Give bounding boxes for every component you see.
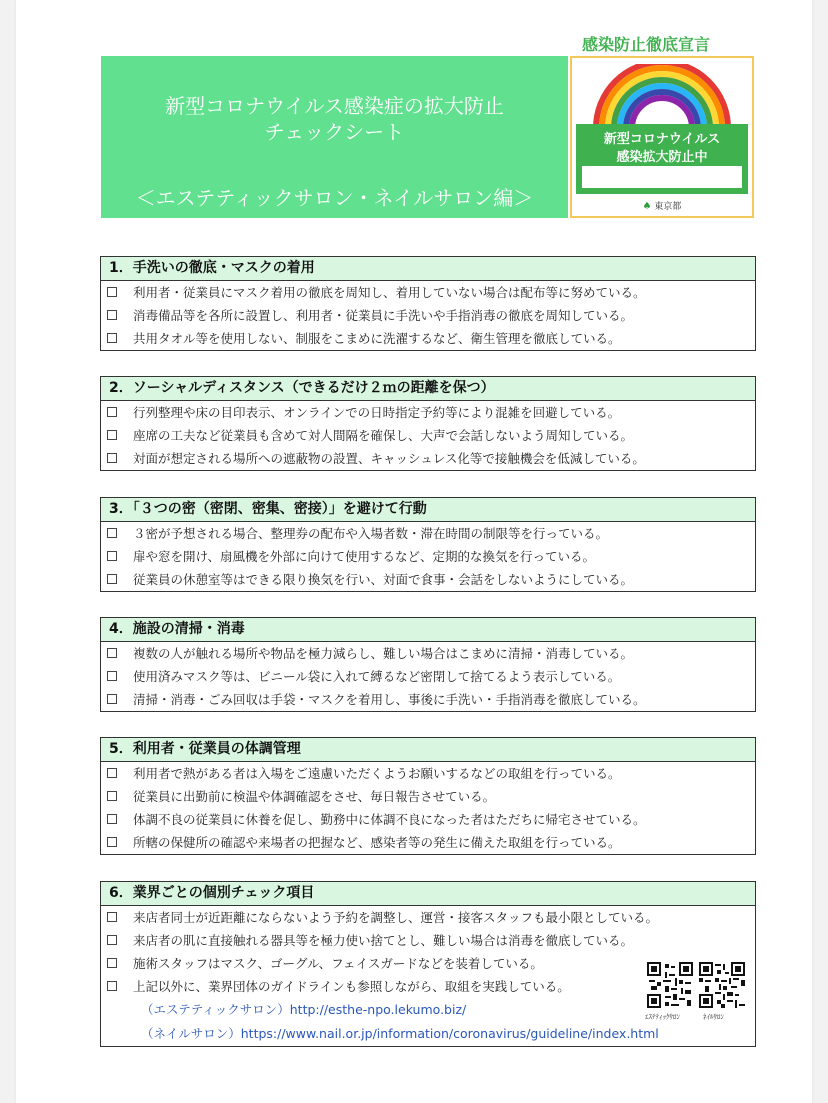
- item-text: 消毒備品等を各所に設置し、利用者・従業員に手洗いや手指消毒の徹底を周知している。: [133, 308, 634, 323]
- checklist-item[interactable]: [101, 401, 755, 424]
- item-text: 対面が想定される場所への遮蔽物の設置、キャッシュレス化等で接触機会を低減している。: [133, 451, 645, 466]
- section-heading: 4．施設の清掃・消毒: [101, 618, 755, 642]
- checkbox[interactable]: [107, 310, 117, 320]
- checklist-item[interactable]: [101, 545, 755, 568]
- checklist-item[interactable]: [101, 665, 755, 688]
- item-text: 利用者・従業員にマスク着用の徹底を周知し、着用していない場合は配布等に努めている。: [133, 285, 646, 300]
- checkbox[interactable]: [107, 768, 117, 778]
- checkbox[interactable]: [107, 935, 117, 945]
- item-text: 上記以外に、業界団体のガイドラインも参照しながら、取組を実践している。: [133, 979, 570, 994]
- checkbox[interactable]: [107, 648, 117, 658]
- logo-line-2: 感染拡大防止中: [616, 150, 708, 165]
- logo-blank-box: [582, 166, 742, 188]
- section-1: [100, 256, 756, 351]
- checklist-item[interactable]: [101, 808, 755, 831]
- checkbox[interactable]: [107, 814, 117, 824]
- checkbox[interactable]: [107, 407, 117, 417]
- logo-green-band: [576, 124, 748, 194]
- checklist-item[interactable]: [101, 424, 755, 447]
- item-text: 利用者で熱がある者は入場をご遠慮いただくようお願いするなどの取組を行っている。: [133, 766, 621, 781]
- tokyo-org: [572, 199, 752, 212]
- qr-codes: [645, 962, 749, 1028]
- checklist-item[interactable]: [101, 642, 755, 665]
- link-text[interactable]: （エステティックサロン）http://esthe-npo.lekumo.biz/: [141, 1002, 467, 1017]
- document-page: [16, 0, 812, 1103]
- checklist-item[interactable]: [101, 568, 755, 591]
- checklist-item[interactable]: [101, 929, 755, 952]
- section-heading: 1．手洗いの徹底・マスクの着用: [101, 257, 755, 281]
- item-text: 座席の工夫など従業員も含めて対人間隔を確保し、大声で会話しないよう周知している。: [133, 428, 634, 443]
- qr-code-nail-icon: [699, 962, 745, 1008]
- section-heading: 2．ソーシャルディスタンス（できるだけ２ｍの距離を保つ）: [101, 377, 755, 401]
- declaration-label: 感染防止徹底宣言: [582, 35, 711, 54]
- item-text: 複数の人が触れる場所や物品を極力減らし、難しい場合はこまめに清掃・消毒している。: [133, 646, 634, 661]
- checkbox[interactable]: [107, 333, 117, 343]
- title-banner: [101, 56, 568, 218]
- rainbow-icon: [588, 64, 736, 128]
- qr-label-esthe: ｴｽﾃﾃｨｯｸｻﾛﾝ: [645, 1013, 680, 1021]
- checkbox[interactable]: [107, 453, 117, 463]
- item-text: 所轄の保健所の確認や来場者の把握など、感染者等の発生に備えた取組を行っている。: [133, 835, 621, 850]
- checklist-item[interactable]: [101, 304, 755, 327]
- section-heading: 3．「３つの密（密閉、密集、密接）」を避けて行動: [101, 498, 755, 522]
- item-text: 従業員に出勤前に検温や体調確認をさせ、毎日報告させている。: [133, 789, 496, 804]
- section-4: [100, 617, 756, 712]
- item-text: 扉や窓を開け、扇風機を外部に向けて使用するなど、定期的な換気を行っている。: [133, 549, 596, 564]
- item-text: 体調不良の従業員に休養を促し、勤務中に体調不良になった者はただちに帰宅させている。: [133, 812, 646, 827]
- checkbox[interactable]: [107, 574, 117, 584]
- checklist-item[interactable]: [101, 762, 755, 785]
- section-heading: 5．利用者・従業員の体調管理: [101, 738, 755, 762]
- item-text: 施術スタッフはマスク、ゴーグル、フェイスガードなどを装着している。: [133, 956, 543, 971]
- item-text: 従業員の休憩室等はできる限り換気を行い、対面で食事・会話をしないようにしている。: [133, 572, 634, 587]
- item-text: 使用済みマスク等は、ビニール袋に入れて縛るなど密閉して捨てるよう表示している。: [133, 669, 621, 684]
- checkbox[interactable]: [107, 981, 117, 991]
- checkbox[interactable]: [107, 671, 117, 681]
- section-heading: 6．業界ごとの個別チェック項目: [101, 882, 755, 906]
- checkbox[interactable]: [107, 551, 117, 561]
- checklist-item[interactable]: [101, 906, 755, 929]
- checklist-item[interactable]: [101, 327, 755, 350]
- checklist-item[interactable]: [101, 522, 755, 545]
- checklist-item[interactable]: [101, 281, 755, 304]
- item-text: 行列整理や床の目印表示、オンラインでの日時指定予約等により混雑を回避している。: [133, 405, 621, 420]
- checklist-item[interactable]: [101, 785, 755, 808]
- logo-line-1: 新型コロナウイルス: [603, 132, 721, 147]
- qr-code-esthe-icon: [647, 962, 693, 1008]
- checkbox[interactable]: [107, 528, 117, 538]
- item-text: 来店者同士が近距離にならないよう予約を調整し、運営・接客スタッフも最小限としている。: [133, 910, 659, 925]
- checklist-item[interactable]: [101, 831, 755, 854]
- item-text: 共用タオル等を使用しない、制服をこまめに洗濯するなど、衛生管理を徹底している。: [133, 331, 621, 346]
- item-text: 清掃・消毒・ごみ回収は手袋・マスクを着用し、事後に手洗い・手指消毒を徹底している。: [133, 692, 646, 707]
- checkbox[interactable]: [107, 791, 117, 801]
- checkbox[interactable]: [107, 837, 117, 847]
- qr-label-nail: ﾈｲﾙｻﾛﾝ: [703, 1013, 724, 1021]
- subtitle: ＜エステティックサロン・ネイルサロン編＞: [135, 186, 534, 210]
- org-label: 東京都: [654, 202, 682, 212]
- item-text: 来店者の肌に直接触れる器具等を極力使い捨てとし、難しい場合は消毒を徹底している。: [133, 933, 634, 948]
- item-text: ３密が予想される場合、整理券の配布や入場者数・滞在時間の制限等を行っている。: [133, 526, 609, 541]
- checkbox[interactable]: [107, 958, 117, 968]
- title-line-1: 新型コロナウイルス感染症の拡大防止: [165, 94, 504, 118]
- checklist-item[interactable]: [101, 447, 755, 470]
- checkbox[interactable]: [107, 912, 117, 922]
- checkbox[interactable]: [107, 694, 117, 704]
- checkbox[interactable]: [107, 430, 117, 440]
- section-3: [100, 497, 756, 592]
- declaration-logo: [570, 56, 754, 218]
- checklist-item[interactable]: [101, 688, 755, 711]
- section-6: [100, 881, 756, 1047]
- checkbox[interactable]: [107, 287, 117, 297]
- section-5: [100, 737, 756, 855]
- section-2: [100, 376, 756, 471]
- link-text[interactable]: （ネイルサロン）https://www.nail.or.jp/information/coronavirus/guideline/index.html: [141, 1026, 659, 1041]
- title-line-2: チェックシート: [264, 120, 405, 144]
- ginkgo-leaf-icon: ♠: [642, 201, 652, 212]
